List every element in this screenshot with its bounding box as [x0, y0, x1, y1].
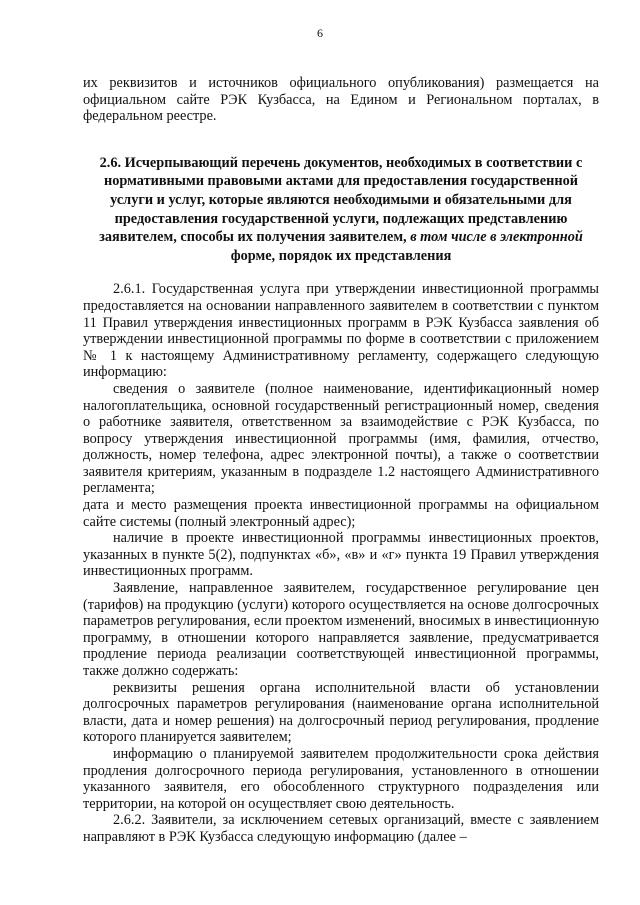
paragraph: 2.6.1. Государственная услуга при утверждении инвестиционной программы предоставляется на основании направленного заявителем в соответствии с пунктом 11 Правил утверждения инвестиционных программ в РЭК Кузбасса заявления об утверждении инвестиционной программы по форме в соответствии с приложением № 1 к настоящему Административному регламенту, содержащего следующую информацию:	[83, 281, 599, 381]
heading-italic-text: в том числе в электронной	[410, 229, 583, 246]
section-heading	[83, 154, 599, 266]
paragraph: реквизиты решения органа исполнительной власти об установлении долгосрочных параметров регулирования (наименование органа исполнительной власти, дата и номер решения) на долгосрочный период регулирования, продление которого планируется заявителем;	[83, 679, 599, 746]
heading-text: 2.6. Исчерпывающий перечень документов, необходимых в соответствии с нормативными правовыми актами для предоставления государственной услуги и услуг, которые являются необходимыми и обязательными для предоставления государственной услуги, подлежащих представлению заявителем, способы их получения заявителем,	[99, 154, 583, 246]
paragraph: дата и место размещения проекта инвестиционной программы на официальном сайте системы (полный электронный адрес);	[83, 497, 599, 530]
paragraph: 2.6.2. Заявители, за исключением сетевых организаций, вместе с заявлением направляют в РЭК Кузбасса следующую информацию (далее –	[83, 812, 599, 845]
paragraph: информацию о планируемой заявителем продолжительности срока действия продления долгосрочного периода регулирования, установленного в отношении указанного заявителя, его обособленного структурного подразделения или территории, на которой он осуществляет свою деятельность.	[83, 745, 599, 812]
heading-text-end: форме, порядок их представления	[230, 247, 452, 264]
document-body	[83, 75, 599, 846]
paragraph: наличие в проекте инвестиционной программы инвестиционных проектов, указанных в пункте 5(2), подпунктах «б», «в» и «г» пункта 19 Правил утверждения инвестиционных программ.	[83, 530, 599, 580]
paragraph: Заявление, направленное заявителем, государственное регулирование цен (тарифов) на продукцию (услуги) которого осуществляется на основе долгосрочных параметров регулирования, если проектом изменений, вносимых в инвестиционную программу, в отношении которого направляется заявление, предусматривается продление периода реализации соответствующей инвестиционной программы, также должно содержать:	[83, 580, 599, 679]
paragraph: сведения о заявителе (полное наименование, идентификационный номер налогоплательщика, основной государственный регистрационный номер, сведения о работнике заявителя, ответственном за взаимодействие с РЭК Кузбасса, по вопросу утверждения инвестиционной программы (имя, фамилия, отчество, должность, номер телефона, адрес электронной почты), а также о соответствии заявителя критериям, указанным в подразделе 1.2 настоящего Административного регламента;	[83, 380, 599, 497]
paragraph-continuation: их реквизитов и источников официального опубликования) размещается на официальном сайте РЭК Кузбасса, на Едином и Региональном порталах, в федеральном реестре.	[83, 75, 599, 125]
page-number: 6	[317, 26, 323, 40]
